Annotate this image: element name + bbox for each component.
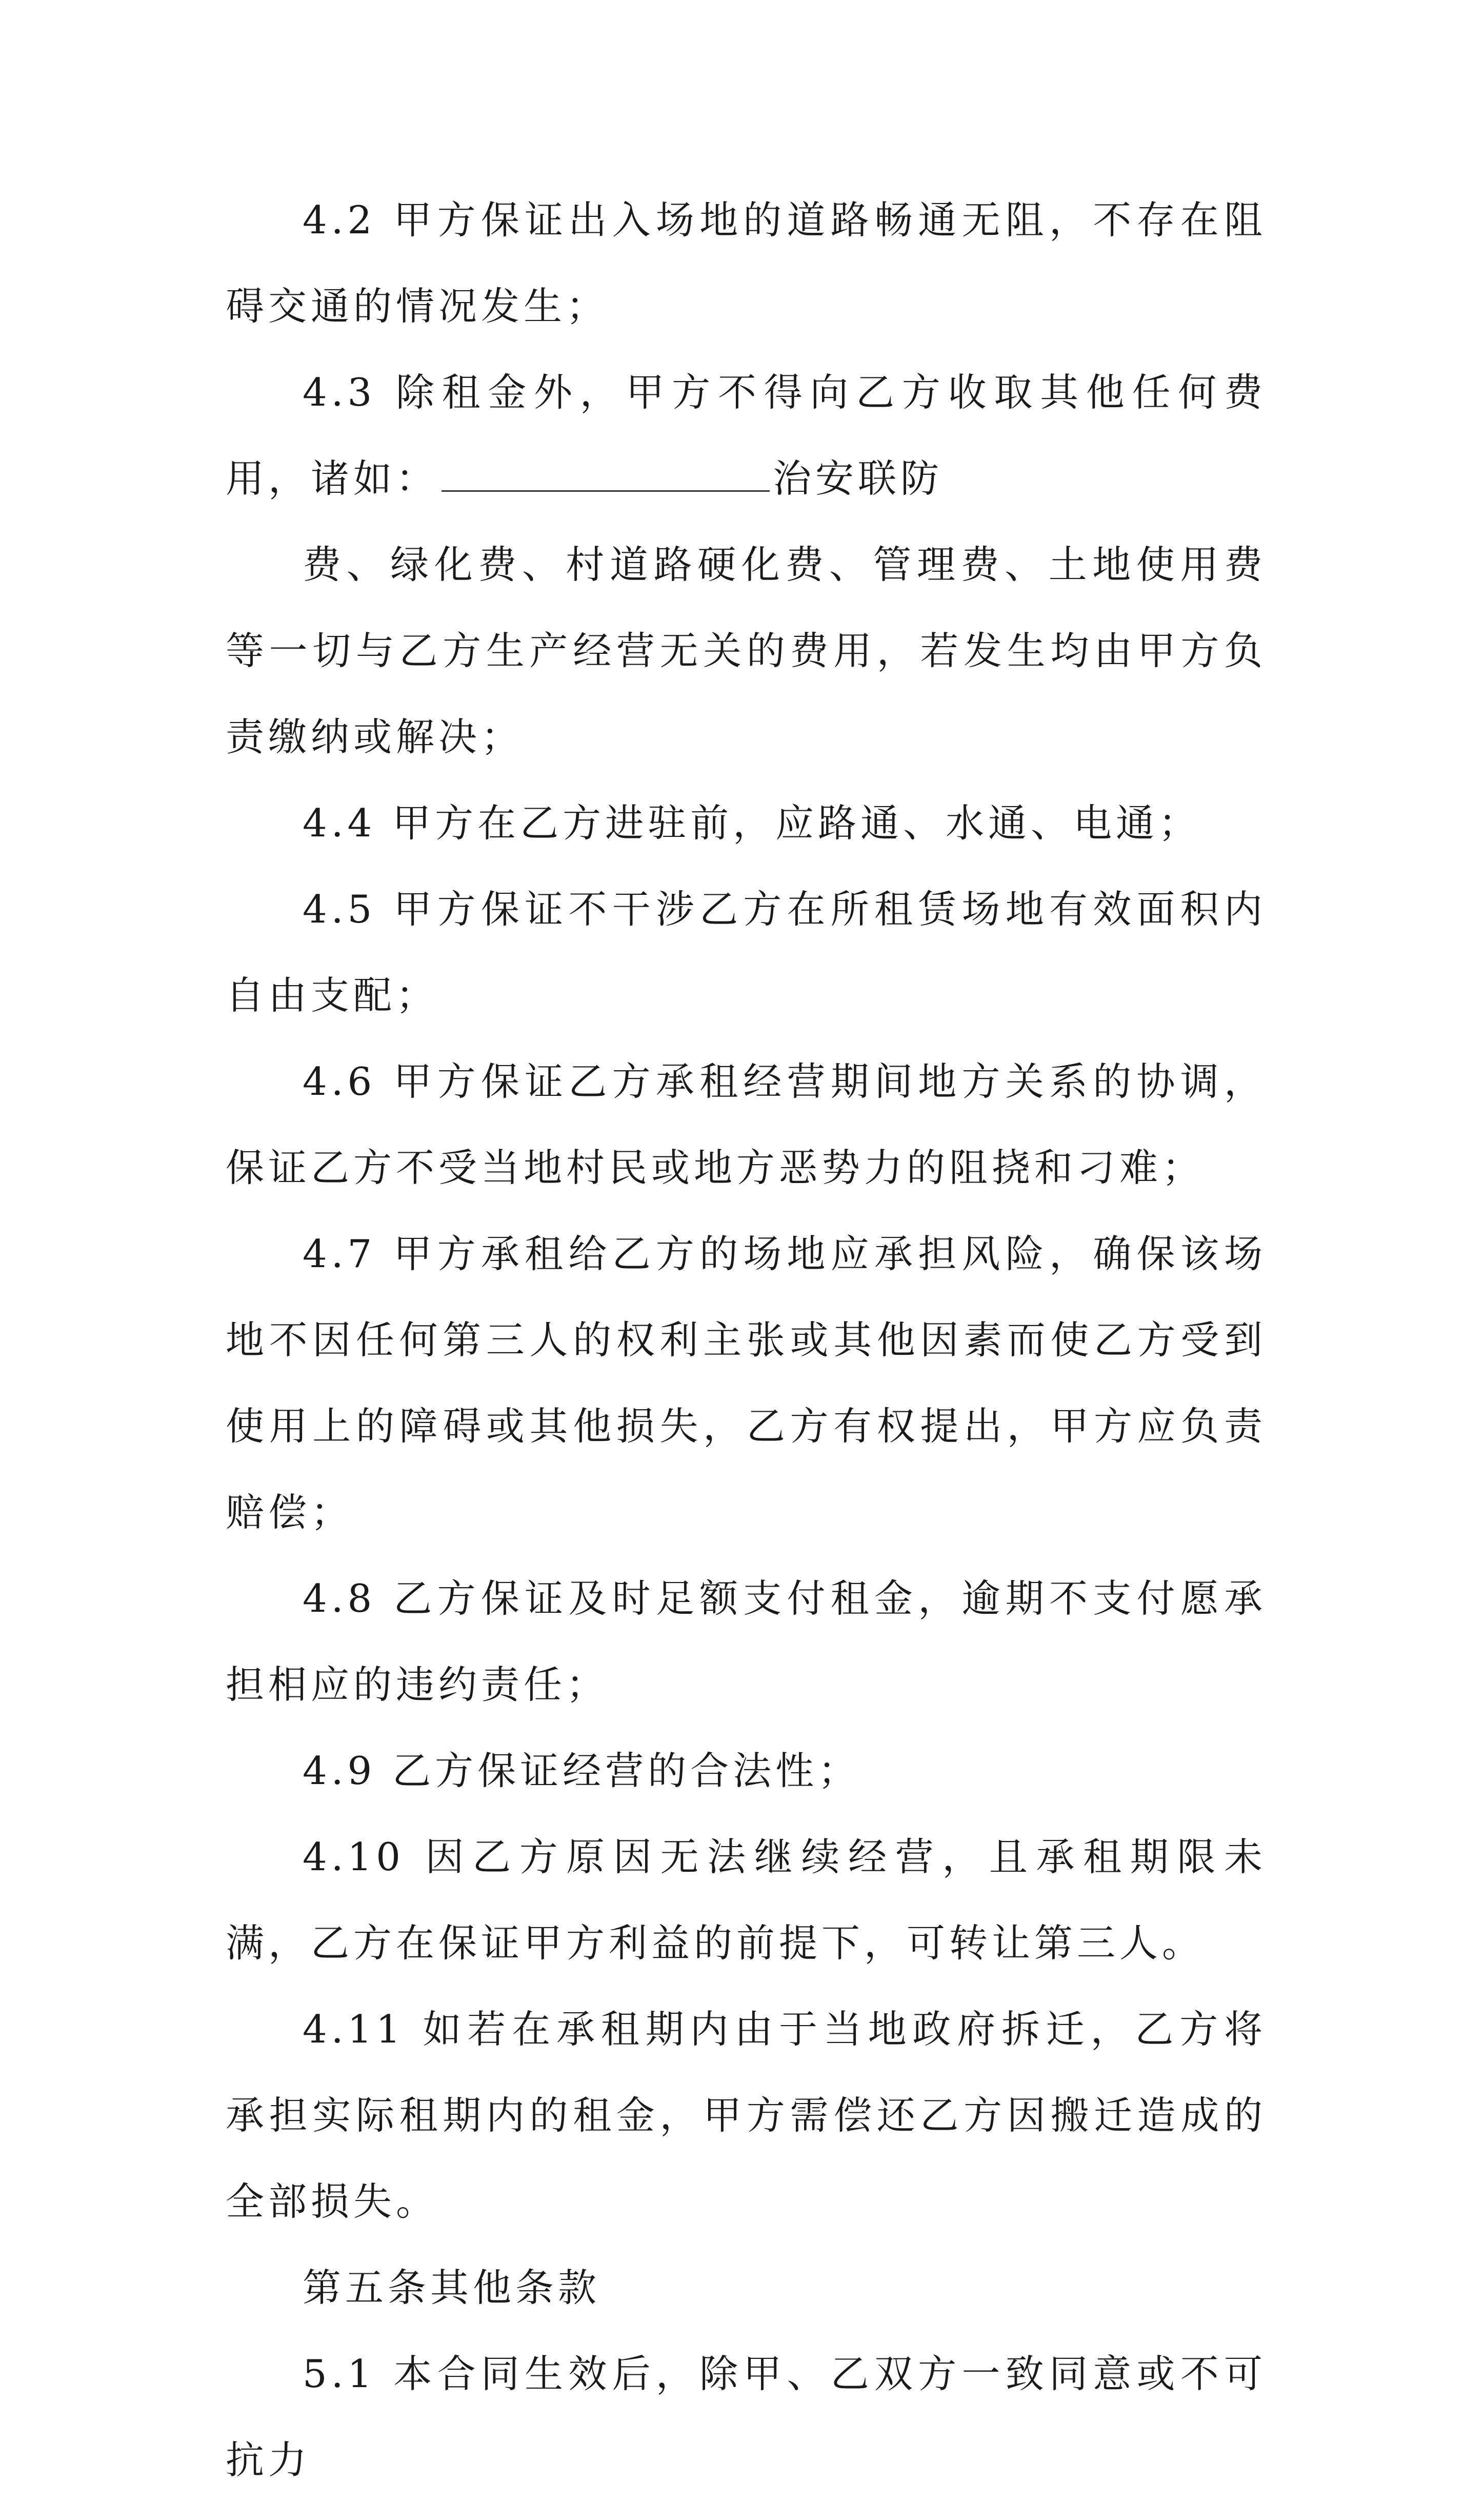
clause-4-3: [226, 349, 1267, 522]
clause-4-7: 4.7 甲方承租给乙方的场地应承担风险，确保该场地不因任何第三人的权利主张或其他因素而使乙方受到使用上的障碍或其他损失，乙方有权提出，甲方应负责赔偿；: [226, 1231, 1267, 1535]
clause-4-10: 4.10 因乙方原因无法继续经营，且承租期限未满，乙方在保证甲方利益的前提下，可转让第三人。: [226, 1834, 1267, 1966]
clause-5-1: 5.1 本合同生效后，除甲、乙双方一致同意或不可抗力: [226, 2351, 1267, 2482]
clause-4-3-continued: 费、绿化费、村道路硬化费、管理费、土地使用费等一切与乙方生产经营无关的费用，若发生均由甲方负责缴纳或解决；: [226, 542, 1267, 759]
section-5-title: 第五条其他条款: [303, 2265, 601, 2310]
clause-4-6: 4.6 甲方保证乙方承租经营期间地方关系的协调，保证乙方不受当地村民或地方恶势力的阻挠和刁难；: [226, 1059, 1267, 1190]
document-page: [226, 177, 1267, 2503]
clause-4-2: 4.2 甲方保证出入场地的道路畅通无阻，不存在阻碍交通的情况发生；: [226, 197, 1267, 329]
clause-4-3-prefix: 4.3 除租金外，甲方不得向乙方收取其他任何费用，诸如：: [226, 370, 1267, 501]
clause-4-8: 4.8 乙方保证及时足额支付租金，逾期不支付愿承担相应的违约责任；: [226, 1576, 1267, 1707]
clause-4-9: 4.9 乙方保证经营的合法性；: [303, 1748, 861, 1793]
clause-4-4: 4.4 甲方在乙方进驻前，应路通、水通、电通；: [303, 800, 1201, 846]
clause-4-3-suffix: 治安联防: [773, 456, 944, 501]
blank-fill-line: [442, 454, 770, 492]
clause-4-11: 4.11 如若在承租期内由于当地政府拆迁，乙方将承担实际租期内的租金，甲方需偿还乙方因搬迁造成的全部损失。: [226, 2007, 1267, 2224]
clause-4-5: 4.5 甲方保证不干涉乙方在所租赁场地有效面积内自由支配；: [226, 887, 1267, 1018]
